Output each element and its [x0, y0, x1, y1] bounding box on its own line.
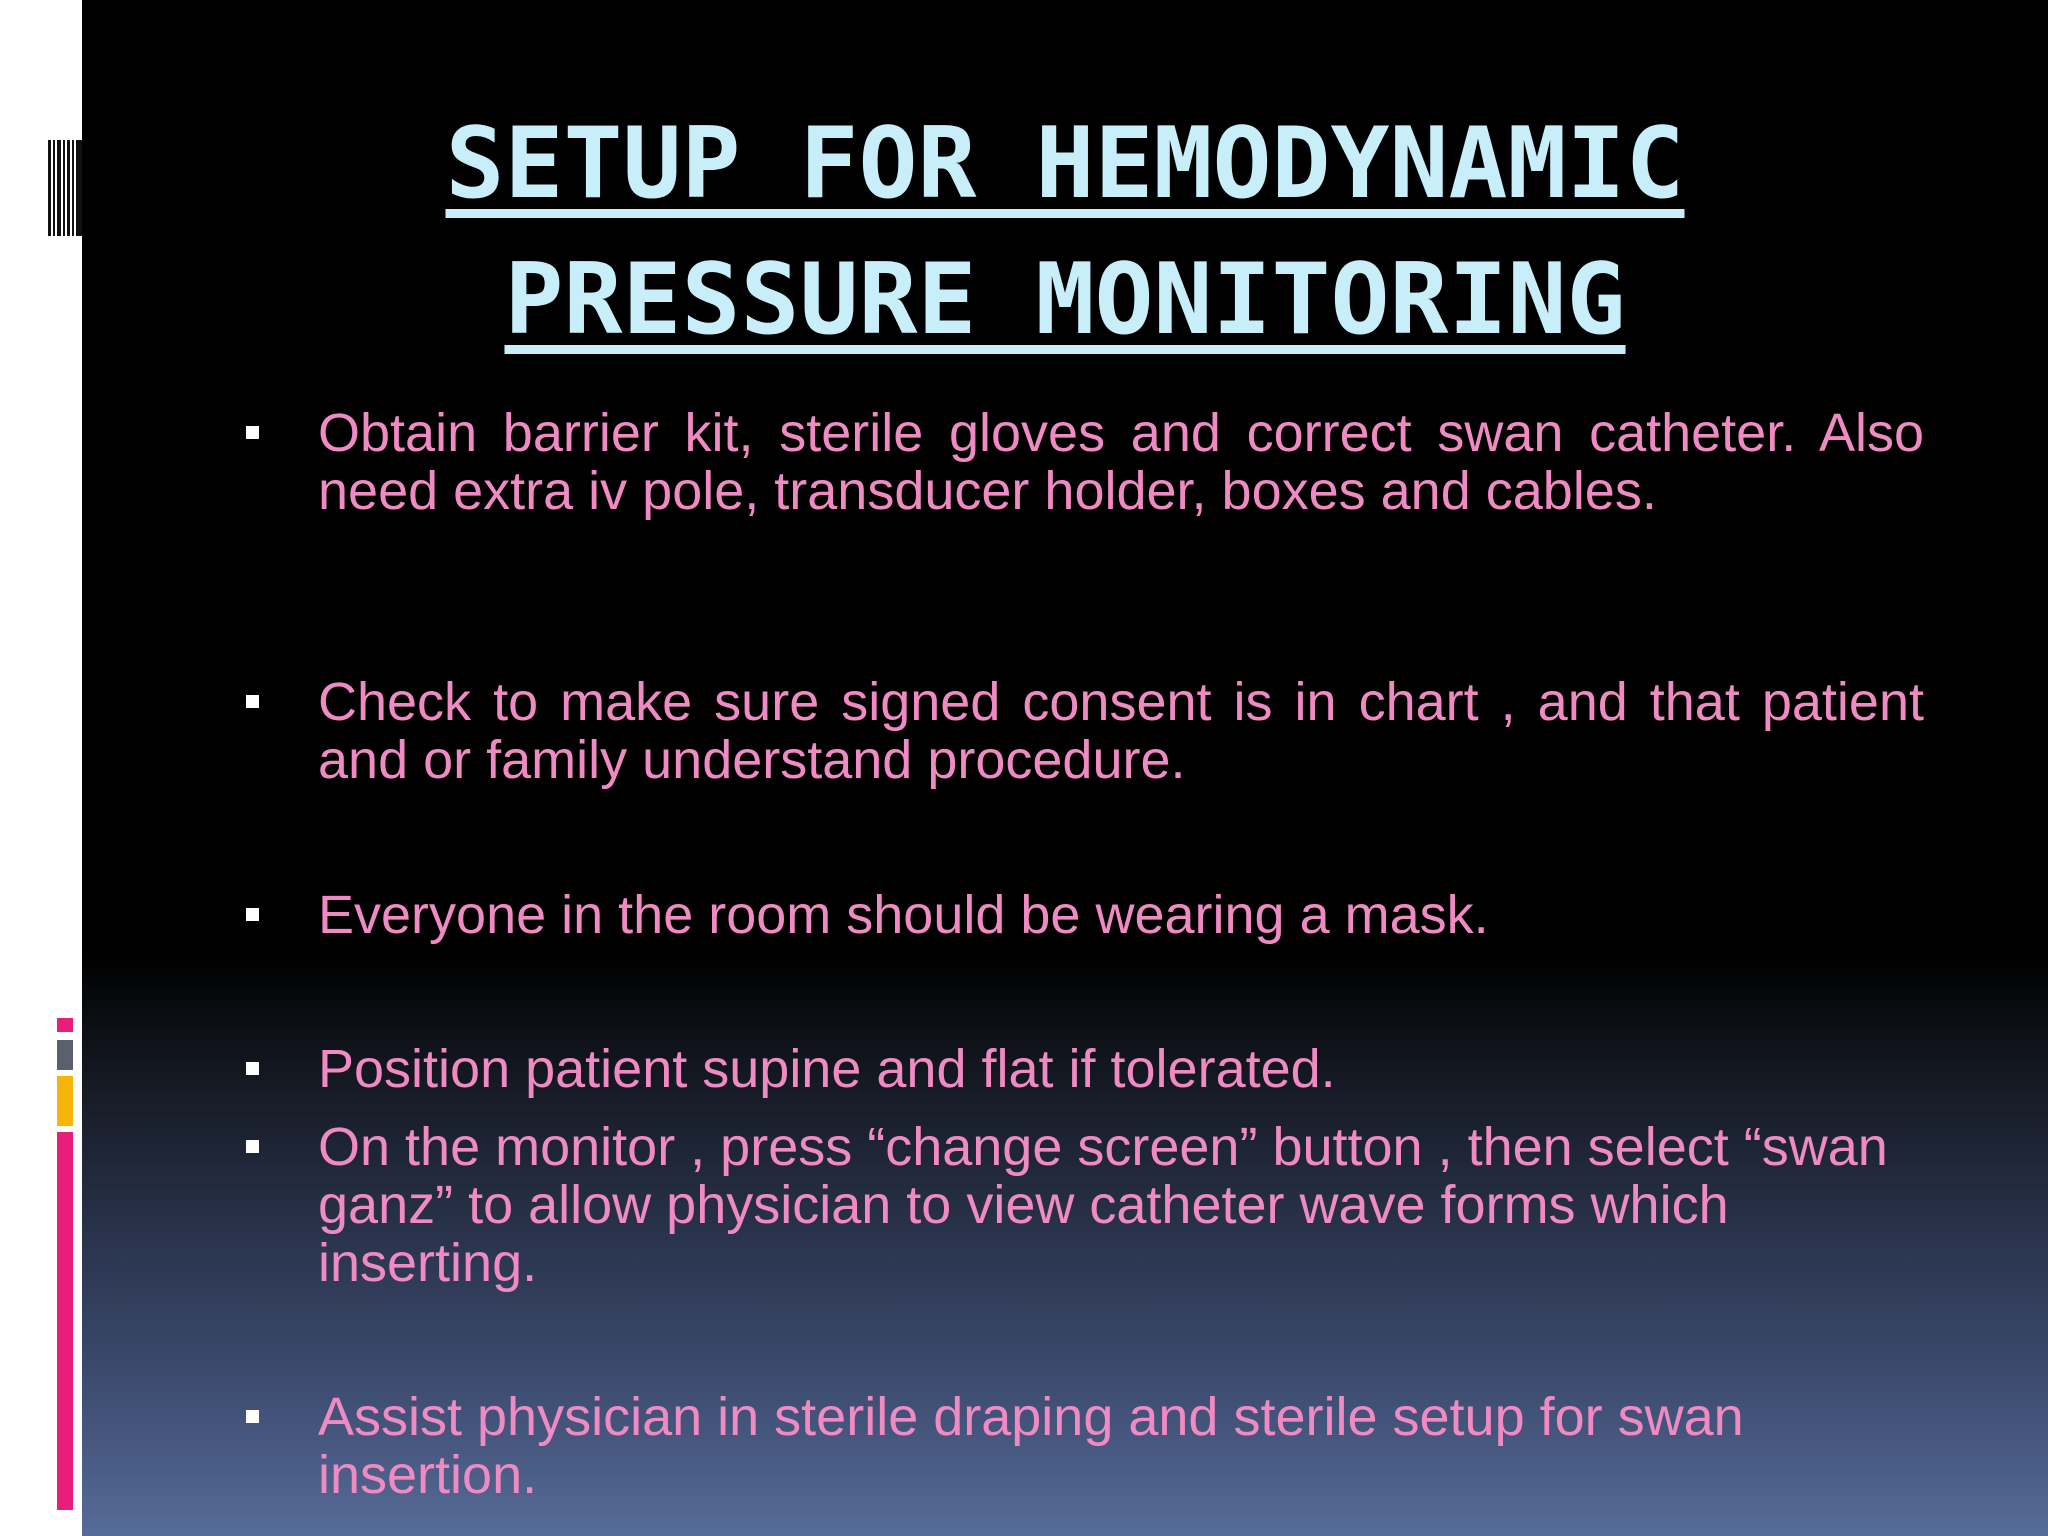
bullet-text: Position patient supine and flat if tolerated.	[318, 1039, 1336, 1099]
accent-bar-pink-top	[57, 1018, 73, 1032]
left-decoration-strip	[0, 0, 82, 1536]
bullet-text: On the monitor , press “change screen” button , then select “swan ganz” to allow physician to view catheter wave forms which inserting.	[318, 1117, 1888, 1293]
slide-content	[82, 0, 2048, 1536]
bullet-list	[82, 0, 2048, 1536]
accent-bar-pink-long	[57, 1132, 73, 1510]
accent-bar-orange	[57, 1076, 73, 1126]
barcode-icon	[48, 140, 82, 236]
square-bullet-icon	[246, 908, 259, 921]
square-bullet-icon	[246, 426, 259, 439]
square-bullet-icon	[246, 1410, 259, 1423]
bullet-text: Assist physician in sterile draping and sterile setup for swan insertion.	[318, 1387, 1744, 1505]
square-bullet-icon	[246, 1062, 259, 1075]
slide-title-line-1: SETUP FOR HEMODYNAMIC	[445, 107, 1685, 221]
bullet-text: Everyone in the room should be wearing a mask.	[318, 885, 1489, 945]
accent-bar-gray	[57, 1040, 73, 1070]
square-bullet-icon	[246, 1140, 259, 1153]
slide-title-line-2: PRESSURE MONITORING	[504, 243, 1626, 357]
bullet-text: Check to make sure signed consent is in chart , and that patient and or family understand procedure.	[318, 672, 1924, 790]
square-bullet-icon	[246, 695, 259, 708]
bullet-text: Obtain barrier kit, sterile gloves and correct swan catheter. Also need extra iv pole, transducer holder, boxes and cables.	[318, 403, 1924, 521]
